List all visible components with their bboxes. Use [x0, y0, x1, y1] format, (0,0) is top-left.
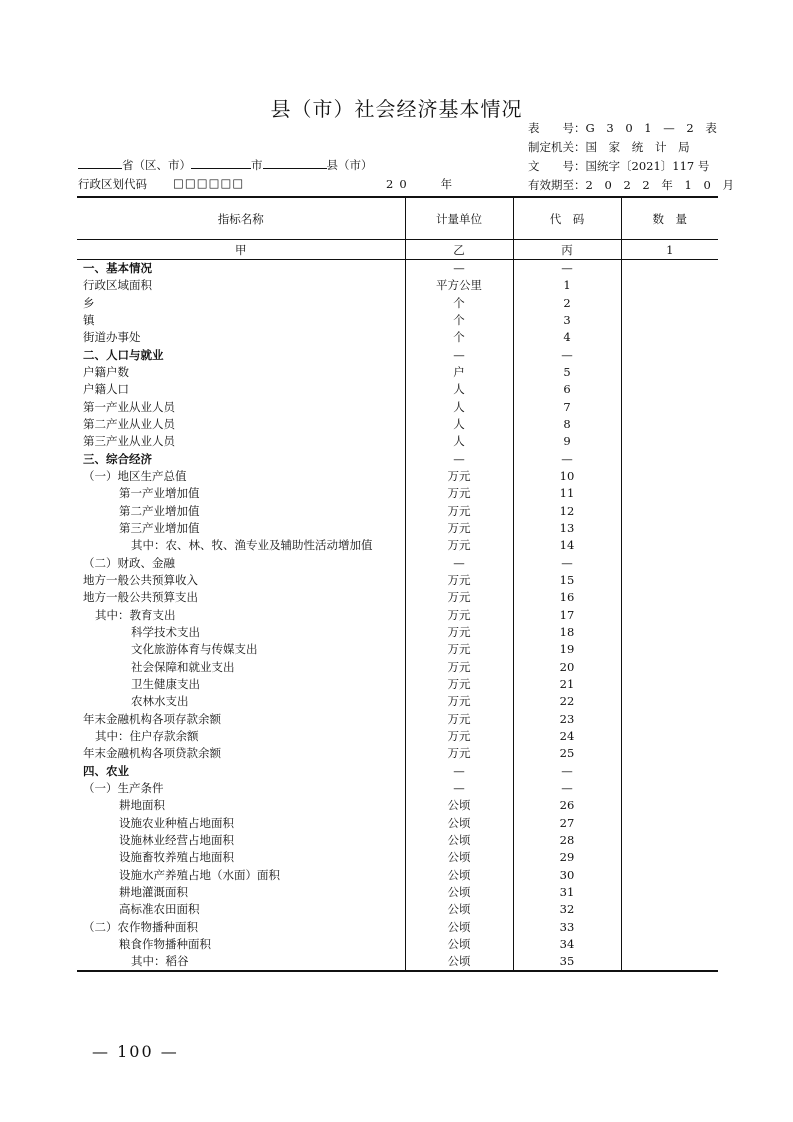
table-row [77, 676, 718, 693]
unit-cell: 人 [405, 399, 513, 416]
code-cell: 9 [513, 433, 621, 450]
code-cell: 4 [513, 329, 621, 346]
table-row [77, 849, 718, 866]
table-row [77, 901, 718, 918]
unit-cell: 户 [405, 364, 513, 381]
quantity-cell[interactable] [621, 277, 718, 294]
indicator-name: 高标准农田面积 [119, 902, 200, 917]
unit-cell: — [405, 260, 513, 278]
table-row [77, 763, 718, 780]
table-subheader-row [77, 240, 718, 260]
meta-table-no [528, 119, 738, 138]
unit-cell: 人 [405, 381, 513, 398]
table-row [77, 832, 718, 849]
city-blank[interactable] [191, 156, 251, 169]
unit-cell: 万元 [405, 676, 513, 693]
indicator-name: 设施农业种植占地面积 [119, 815, 234, 830]
unit-cell: 万元 [405, 468, 513, 485]
table-row [77, 780, 718, 797]
table-row [77, 416, 718, 433]
quantity-cell[interactable] [621, 780, 718, 797]
table-row [77, 607, 718, 624]
table-row [77, 503, 718, 520]
table-row [77, 918, 718, 935]
unit-cell: 公顷 [405, 953, 513, 971]
code-cell: 16 [513, 589, 621, 606]
code-cell: 15 [513, 572, 621, 589]
meta-org-label: 制定机关： [528, 140, 586, 154]
code-cell: 23 [513, 711, 621, 728]
indicator-name: 地方一般公共预算支出 [83, 590, 198, 605]
quantity-cell[interactable] [621, 468, 718, 485]
indicator-name: 第二产业从业人员 [83, 417, 175, 432]
code-cell: — [513, 451, 621, 468]
quantity-cell[interactable] [621, 537, 718, 554]
table-row [77, 815, 718, 832]
indicator-name: 卫生健康支出 [131, 677, 200, 692]
quantity-cell[interactable] [621, 485, 718, 502]
unit-cell: — [405, 555, 513, 572]
unit-cell: 人 [405, 416, 513, 433]
year-label: 年 [440, 177, 453, 191]
table-row [77, 866, 718, 883]
quantity-cell[interactable] [621, 711, 718, 728]
unit-cell: 万元 [405, 693, 513, 710]
unit-cell: 公顷 [405, 901, 513, 918]
quantity-cell[interactable] [621, 295, 718, 312]
code-cell: 6 [513, 381, 621, 398]
quantity-cell[interactable] [621, 659, 718, 676]
quantity-cell[interactable] [621, 797, 718, 814]
indicator-name: 乡 [83, 295, 95, 310]
year-value: 20 [386, 177, 413, 191]
unit-cell: — [405, 763, 513, 780]
indicator-name: 粮食作物播种面积 [119, 936, 211, 951]
indicator-name: 第三产业增加值 [119, 521, 200, 536]
code-cell: — [513, 780, 621, 797]
table-row [77, 381, 718, 398]
table-row [77, 260, 718, 278]
meta-valid-value: 2 0 2 2 年 1 0 月 [585, 178, 738, 192]
unit-cell: 公顷 [405, 936, 513, 953]
unit-cell: 万元 [405, 607, 513, 624]
code-cell: 12 [513, 503, 621, 520]
table-row [77, 624, 718, 641]
indicator-name: 其中：农、林、牧、渔专业及辅助性活动增加值 [131, 538, 373, 553]
subheader-bing: 丙 [513, 240, 621, 260]
header-unit: 计量单位 [405, 197, 513, 240]
table-row [77, 711, 718, 728]
table-row [77, 728, 718, 745]
quantity-cell[interactable] [621, 693, 718, 710]
subheader-yi: 乙 [405, 240, 513, 260]
table-row [77, 312, 718, 329]
quantity-cell[interactable] [621, 641, 718, 658]
code-cell: 29 [513, 849, 621, 866]
quantity-cell[interactable] [621, 364, 718, 381]
table-row [77, 659, 718, 676]
indicator-name: （一）生产条件 [83, 781, 164, 795]
quantity-cell[interactable] [621, 329, 718, 346]
unit-cell: 公顷 [405, 866, 513, 883]
unit-cell: 万元 [405, 485, 513, 502]
meta-valid [528, 176, 738, 195]
indicator-name: 耕地灌溉面积 [119, 884, 188, 899]
table-row [77, 347, 718, 364]
table-row [77, 555, 718, 572]
indicator-name: （二）农作物播种面积 [83, 919, 198, 934]
admin-code-boxes[interactable]: □□□□□□ [173, 176, 245, 190]
quantity-cell[interactable] [621, 763, 718, 780]
code-cell: 21 [513, 676, 621, 693]
table-row [77, 537, 718, 554]
code-cell: 8 [513, 416, 621, 433]
quantity-cell[interactable] [621, 589, 718, 606]
table-row [77, 451, 718, 468]
region-line [78, 156, 373, 173]
indicator-name: 四、农业 [83, 763, 129, 778]
table-row [77, 364, 718, 381]
indicator-name: 第三产业从业人员 [83, 434, 175, 449]
page-number: — 100 — [92, 1042, 179, 1061]
code-cell: 33 [513, 918, 621, 935]
admin-code-label: 行政区划代码 [78, 177, 147, 191]
table-row [77, 485, 718, 502]
code-cell: — [513, 763, 621, 780]
unit-cell: 万元 [405, 728, 513, 745]
table-row [77, 797, 718, 814]
unit-cell: 个 [405, 295, 513, 312]
quantity-cell[interactable] [621, 936, 718, 953]
code-cell: 1 [513, 277, 621, 294]
quantity-cell[interactable] [621, 607, 718, 624]
table-row [77, 277, 718, 294]
code-cell: 25 [513, 745, 621, 762]
city-label: 市 [251, 158, 263, 172]
unit-cell: 公顷 [405, 797, 513, 814]
unit-cell: 公顷 [405, 849, 513, 866]
unit-cell: 公顷 [405, 832, 513, 849]
code-cell: 22 [513, 693, 621, 710]
unit-cell: 公顷 [405, 815, 513, 832]
indicator-name: 耕地面积 [119, 798, 165, 813]
quantity-cell[interactable] [621, 433, 718, 450]
quantity-cell[interactable] [621, 953, 718, 971]
indicator-name: 年末金融机构各项贷款余额 [83, 746, 221, 761]
meta-doc-label: 文 号： [528, 159, 586, 173]
indicator-name: （二）财政、金融 [83, 555, 175, 570]
quantity-cell[interactable] [621, 832, 718, 849]
indicator-name: 三、综合经济 [83, 451, 152, 466]
quantity-cell[interactable] [621, 572, 718, 589]
subheader-jia: 甲 [77, 240, 405, 260]
unit-cell: 万元 [405, 503, 513, 520]
code-cell: — [513, 555, 621, 572]
quantity-cell[interactable] [621, 901, 718, 918]
unit-cell: 个 [405, 329, 513, 346]
code-cell: 14 [513, 537, 621, 554]
quantity-cell[interactable] [621, 884, 718, 901]
quantity-cell[interactable] [621, 745, 718, 762]
quantity-cell[interactable] [621, 520, 718, 537]
code-cell: 17 [513, 607, 621, 624]
province-label: 省（区、市） [122, 158, 191, 172]
quantity-cell[interactable] [621, 866, 718, 883]
indicator-name: 科学技术支出 [131, 625, 200, 640]
code-cell: — [513, 260, 621, 278]
indicator-name: 设施林业经营占地面积 [119, 832, 234, 847]
code-cell: 34 [513, 936, 621, 953]
table-row [77, 468, 718, 485]
code-cell: 27 [513, 815, 621, 832]
code-cell: 31 [513, 884, 621, 901]
quantity-cell[interactable] [621, 624, 718, 641]
indicator-table [77, 196, 718, 972]
code-cell: 10 [513, 468, 621, 485]
indicator-name: 第一产业从业人员 [83, 399, 175, 414]
quantity-cell[interactable] [621, 555, 718, 572]
code-cell: 19 [513, 641, 621, 658]
code-cell: 28 [513, 832, 621, 849]
table-row [77, 884, 718, 901]
indicator-name: （一）地区生产总值 [83, 469, 187, 484]
indicator-name: 镇 [83, 313, 95, 328]
indicator-name: 农林水支出 [131, 694, 189, 709]
unit-cell: 人 [405, 433, 513, 450]
county-label: 县（市） [326, 158, 373, 172]
unit-cell: 万元 [405, 589, 513, 606]
meta-doc-value: 国统字〔2021〕117 号 [585, 159, 710, 173]
table-row [77, 936, 718, 953]
code-cell: 11 [513, 485, 621, 502]
unit-cell: — [405, 347, 513, 364]
code-cell: 2 [513, 295, 621, 312]
quantity-cell[interactable] [621, 918, 718, 935]
code-cell: 13 [513, 520, 621, 537]
code-cell: 32 [513, 901, 621, 918]
code-cell: 18 [513, 624, 621, 641]
indicator-name: 一、基本情况 [83, 261, 152, 276]
meta-table-no-label: 表 号： [528, 121, 586, 135]
meta-table-no-value: G 3 0 1 — 2 表 [585, 121, 721, 135]
table-row [77, 693, 718, 710]
quantity-cell[interactable] [621, 728, 718, 745]
indicator-name: 街道办事处 [83, 330, 141, 345]
unit-cell: 公顷 [405, 918, 513, 935]
table-row [77, 433, 718, 450]
meta-valid-label: 有效期至： [528, 178, 586, 192]
indicator-name: 户籍户数 [83, 365, 129, 380]
page-title: 县（市）社会经济基本情况 [270, 97, 523, 121]
quantity-cell[interactable] [621, 815, 718, 832]
code-cell: 7 [513, 399, 621, 416]
unit-cell: 个 [405, 312, 513, 329]
indicator-name: 第一产业增加值 [119, 486, 200, 501]
indicator-name: 行政区域面积 [83, 278, 152, 293]
quantity-cell[interactable] [621, 503, 718, 520]
quantity-cell[interactable] [621, 416, 718, 433]
quantity-cell[interactable] [621, 676, 718, 693]
admin-code-line [78, 176, 498, 192]
indicator-name: 其中：稻谷 [77, 953, 405, 971]
unit-cell: — [405, 780, 513, 797]
indicator-name: 其中：住户存款余额 [95, 729, 199, 744]
code-cell: 5 [513, 364, 621, 381]
indicator-name: 其中：教育支出 [95, 607, 176, 622]
code-cell: 24 [513, 728, 621, 745]
year-field [386, 176, 452, 192]
code-cell: — [513, 347, 621, 364]
code-cell: 30 [513, 866, 621, 883]
unit-cell: 万元 [405, 745, 513, 762]
header-indicator-name: 指标名称 [77, 197, 405, 240]
indicator-name: 设施水产养殖占地（水面）面积 [119, 867, 280, 882]
unit-cell: 万元 [405, 659, 513, 676]
indicator-name: 社会保障和就业支出 [131, 659, 235, 674]
meta-org [528, 138, 738, 157]
unit-cell: 万元 [405, 711, 513, 728]
table-row [77, 520, 718, 537]
meta-org-value: 国 家 统 计 局 [585, 140, 694, 154]
quantity-cell[interactable] [621, 849, 718, 866]
unit-cell: 万元 [405, 624, 513, 641]
code-cell: 35 [513, 953, 621, 971]
province-blank[interactable] [78, 156, 122, 169]
table-row [77, 589, 718, 606]
unit-cell: — [405, 451, 513, 468]
table-row [77, 641, 718, 658]
code-cell: 26 [513, 797, 621, 814]
header-quantity: 数 量 [621, 197, 718, 240]
table-row [77, 329, 718, 346]
code-cell: 3 [513, 312, 621, 329]
indicator-name: 地方一般公共预算收入 [83, 573, 198, 588]
unit-cell: 公顷 [405, 884, 513, 901]
indicator-name: 二、人口与就业 [83, 347, 164, 362]
indicator-name: 文化旅游体育与传媒支出 [131, 642, 258, 657]
unit-cell: 平方公里 [405, 277, 513, 294]
code-cell: 20 [513, 659, 621, 676]
unit-cell: 万元 [405, 572, 513, 589]
quantity-cell[interactable] [621, 260, 718, 278]
table-row [77, 745, 718, 762]
quantity-cell[interactable] [621, 347, 718, 364]
quantity-cell[interactable] [621, 399, 718, 416]
quantity-cell[interactable] [621, 451, 718, 468]
indicator-name: 年末金融机构各项存款余额 [83, 711, 221, 726]
indicator-name: 户籍人口 [83, 382, 129, 397]
unit-cell: 万元 [405, 537, 513, 554]
quantity-cell[interactable] [621, 381, 718, 398]
quantity-cell[interactable] [621, 312, 718, 329]
table-row [77, 399, 718, 416]
subheader-1: 1 [621, 240, 718, 260]
header-code: 代 码 [513, 197, 621, 240]
table-row [77, 953, 718, 971]
form-meta [528, 119, 738, 195]
meta-doc [528, 157, 738, 176]
table-header-row [77, 197, 718, 240]
county-blank[interactable] [263, 156, 327, 169]
table-row [77, 295, 718, 312]
table-row [77, 572, 718, 589]
indicator-name: 设施畜牧养殖占地面积 [119, 850, 234, 865]
indicator-name: 第二产业增加值 [119, 503, 200, 518]
unit-cell: 万元 [405, 641, 513, 658]
unit-cell: 万元 [405, 520, 513, 537]
